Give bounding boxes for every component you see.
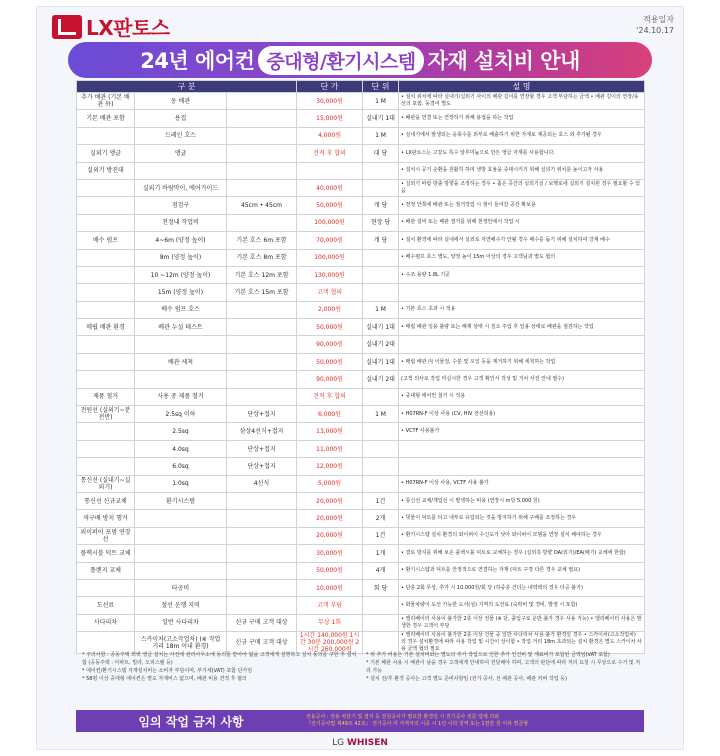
brand-logo <box>52 12 170 41</box>
row-spec <box>227 93 297 110</box>
row-spec: 삼상4선식+접지 <box>227 423 297 440</box>
row-spec <box>227 492 297 509</box>
lg-label: LG <box>332 738 345 748</box>
row-spec: 신규 구매 고객 대상 <box>227 614 297 631</box>
row-category <box>77 440 135 457</box>
row-item: 4~6m (양정 높이) <box>135 232 227 249</box>
row-price: 4,000원 <box>297 127 363 144</box>
row-item: 6.0sq <box>135 458 227 475</box>
row-category <box>77 301 135 318</box>
row-price: 50,000원 <box>297 319 363 336</box>
row-price: 90,000원 <box>297 371 363 388</box>
row-price: 90,000원 <box>297 336 363 353</box>
row-spec: 단상+접지 <box>227 458 297 475</box>
row-description: (고객 의사로 작업 미실시한 경우 고객 확인서 작성 및 기사 사전 안내 필수) <box>399 371 645 388</box>
row-unit: 1 M <box>363 127 399 144</box>
row-price: 100,000원 <box>297 249 363 266</box>
title-banner <box>68 42 652 78</box>
table-row <box>77 301 645 318</box>
row-price: 50,000원 <box>297 562 363 579</box>
row-category <box>77 127 135 144</box>
row-category: 전원선 (실외기~분전반) <box>77 406 135 423</box>
table-row <box>77 266 645 283</box>
row-description: • LX판토스는 고강도 특수 알루미늄으로 만든 앵글 자재를 사용합니다. <box>399 145 645 162</box>
row-unit <box>363 423 399 440</box>
row-unit <box>363 162 399 179</box>
note-item: * 주의사항 : 공동주택 외벽 앵글 설치는 사전에 관리사무소에 동의를 받아야 됨을 고객에게 설명하고 설치 동의를 구한 후 설치함 (공동주택 : 아파트, 빌라, 오피스텔 등) <box>82 652 357 666</box>
row-spec: 단상+접지 <box>227 440 297 457</box>
row-price: 30,000원 <box>297 545 363 562</box>
row-item: 8m (양정 높이) <box>135 249 227 266</box>
table-row <box>77 353 645 370</box>
table-header-row <box>77 81 645 93</box>
table-row <box>77 579 645 596</box>
row-description: • 엘리베이터 사용이 불가한 2층 이상 전물 (※ 단, 출입구로 운반 불가 경우 사용 가능) • 엘리베이터 사용은 발생한 경우 고객이 부담 <box>399 614 645 631</box>
row-unit: 2개 <box>363 510 399 527</box>
row-price: 10,000원 <box>297 579 363 596</box>
row-unit: 개 당 <box>363 232 399 249</box>
row-item: 사용 중 제품 철거 <box>135 388 227 405</box>
row-description: • 실내기에서 발생되는 응축수를 외부로 배출하기 위한 자재로 제공되는 호스 외 추가될 경우 <box>399 127 645 144</box>
row-unit <box>363 475 399 492</box>
row-spec <box>227 371 297 388</box>
row-price: 11,000원 <box>297 440 363 457</box>
row-item: 일반 사다리차 <box>135 614 227 631</box>
row-description: • H07RN-F 이상 사용, VCTF 사용 불가 <box>399 475 645 492</box>
row-description: • 매립 배관 內 이물질, 수분 및 오일 등을 제거하기 위해 세척하는 작업 <box>399 353 645 370</box>
row-price: 130,000원 <box>297 266 363 283</box>
row-spec <box>227 597 297 614</box>
table-row <box>77 545 645 562</box>
row-unit: 실내기 1대 <box>363 353 399 370</box>
row-spec <box>227 110 297 127</box>
row-spec: 기본 호스 12m 포함 <box>227 266 297 283</box>
row-description: • 화물차량이 도선 가능한 도서(섬) 지역의 도선료 (숙박비 및 경비, 발생 시 포함) <box>399 597 645 614</box>
row-category <box>77 579 135 596</box>
row-item: 동 배관 <box>135 93 227 110</box>
col-desc: 설 명 <box>399 81 645 93</box>
row-item: 1.0sq <box>135 475 227 492</box>
row-item: 용접 <box>135 110 227 127</box>
row-description: • H07RN-F 이상 사용 (CV, HIV 전선허용) <box>399 406 645 423</box>
row-spec: 단상+접지 <box>227 406 297 423</box>
notes-section <box>76 651 644 709</box>
table-row <box>77 179 645 196</box>
row-price: 70,000원 <box>297 232 363 249</box>
row-category <box>77 371 135 388</box>
note-item: * 설치 전/후 환경 공사는 고객 별도 준비사항임 (전기 공사, 선 배관 공사, 배관 커버 작업 등) <box>366 676 567 682</box>
row-spec: 기본 호스 6m 포함 <box>227 232 297 249</box>
row-category: 플랙시블 덕트 교체 <box>77 545 135 562</box>
row-spec <box>227 579 297 596</box>
row-item: 4.0sq <box>135 440 227 457</box>
title-right: 자재 설치비 안내 <box>427 49 580 73</box>
row-price: 1시간 140,000원 1시간 30분 200,000원 2시간 260,000원 <box>297 632 363 654</box>
row-price: 13,000원 <box>297 423 363 440</box>
row-item: 천정내 작업비 <box>135 214 227 231</box>
row-item <box>135 336 227 353</box>
row-unit <box>363 597 399 614</box>
bottom-brand <box>0 738 720 748</box>
row-category <box>77 423 135 440</box>
table-row <box>77 475 645 492</box>
row-unit: 대 당 <box>363 145 399 162</box>
row-item: 배관 누설 테스트 <box>135 319 227 336</box>
row-spec <box>227 336 297 353</box>
row-spec <box>227 301 297 318</box>
row-spec: 신규 구매 고객 대상 <box>227 632 297 654</box>
row-spec <box>227 214 297 231</box>
row-spec <box>227 353 297 370</box>
price-table <box>76 80 645 654</box>
row-description: • 빗물이 덕트를 타고 내부로 유입되는 것을 방지하기 위해 구배를 조정하는 경우 <box>399 510 645 527</box>
row-spec: 45cm • 45cm <box>227 197 297 214</box>
row-spec <box>227 510 297 527</box>
row-description: • 결로 방지를 위해 보온 플렉시블 덕트로 교체하는 경우 (실외측 방향 OA(외기)/EA(배기) 교체에 한함) <box>399 545 645 562</box>
row-unit <box>363 614 399 631</box>
row-item: 15m (양정 높이) <box>135 284 227 301</box>
row-price: 고객 협의 <box>297 284 363 301</box>
row-price: 20,000원 <box>297 492 363 509</box>
table-row <box>77 214 645 231</box>
row-description: • 중대형 에어컨 철거 시 적용 <box>399 388 645 405</box>
row-unit: 실내기 2대 <box>363 336 399 353</box>
row-description: • 엘리베이터 사용이 불가한 2층 이상 건물 중 일반 사다리차 사용 불가 환경일 경우 • 스카이차(고소작업차) 의 경우 설치환경에 따라 사용 작업 및 시간이 상이함 • 작업 거리 18m 초과되는 설치 환경은 별도 스카이차 사용 금액 협의 필요 <box>399 632 645 654</box>
table-row <box>77 319 645 336</box>
row-item: 10 ~12m (양정 높이) <box>135 266 227 283</box>
row-price: 50,000원 <box>297 353 363 370</box>
row-spec <box>227 319 297 336</box>
apply-date-value: '24.10.17 <box>636 26 674 35</box>
row-item: 환기시스템 <box>135 492 227 509</box>
row-unit: 1건 <box>363 527 399 544</box>
row-description: • 수조 용량 1.8L 기준 <box>399 266 645 283</box>
row-description: • 배수펌프 호스 별도, 양정 높이 15m 이상의 경우 고객님과 별도 협의 <box>399 249 645 266</box>
row-unit <box>363 249 399 266</box>
row-price: 5,000원 <box>297 475 363 492</box>
brand-name: LX판토스 <box>86 16 170 40</box>
row-item: 드레인 호스 <box>135 127 227 144</box>
notes-left <box>76 651 360 709</box>
table-row <box>77 406 645 423</box>
whisen-label: WHISEN <box>346 738 388 748</box>
table-row <box>77 197 645 214</box>
row-unit <box>363 440 399 457</box>
note-item: * 기본 배관 사용 시 배관이 남을 경우 고객에게 안내하여 전달해야 하며, 고객의 판단에 따라 처리 요청 시 무상으로 수거 및 처리 가능 <box>366 660 641 674</box>
row-spec <box>227 179 297 196</box>
row-price: 20,000원 <box>297 510 363 527</box>
row-description: • 설치 환경에 따라 실내에서 실외로 자연배수가 안될 경우 배수를 돕기 위해 설치하여 강제 배수 <box>399 232 645 249</box>
row-unit <box>363 266 399 283</box>
row-item <box>135 527 227 544</box>
row-category: 플렌지 교체 <box>77 562 135 579</box>
row-category: 도선료 <box>77 597 135 614</box>
table-row <box>77 336 645 353</box>
row-category <box>77 266 135 283</box>
title-pill: 중대형/환기시스템 <box>258 46 423 75</box>
row-description <box>399 284 645 301</box>
row-spec <box>227 162 297 179</box>
footer-fine-2: 『전기공사법 제49조 42조』 전기공사 미 자격자의 시공 시 1년 이하 징역 또는 1천만 원 이하 벌금형 <box>306 721 528 727</box>
row-spec: 기본 호스 8m 포함 <box>227 249 297 266</box>
col-category: 구 분 <box>77 81 297 93</box>
row-category: 기본 배관 포함 <box>77 110 135 127</box>
row-description: • 설치 위치에 따라 실내기/실외기 사이의 배관 길이를 연장할 경우 고객 부담하는 금액 • 배관 길이의 연장/동선의 포함, 동결여 별도 <box>399 93 645 110</box>
row-category: 통신선 (실내기~실외기) <box>77 475 135 492</box>
row-item <box>135 562 227 579</box>
row-price: 무상 1회 <box>297 614 363 631</box>
row-spec: 기본 호스 15m 포함 <box>227 284 297 301</box>
row-description: • 배관 설비 또는 배관 절거를 위해 천정안에서 작업 시 <box>399 214 645 231</box>
row-price: 15,000원 <box>297 110 363 127</box>
row-description: • 실외기 바람 방출 방향을 조정하는 경우 • 좁은 공간의 실외기실 / 보행로에 실외기 설치된 경우 필요할 수 있음 <box>399 179 645 196</box>
row-item: 앵글 <box>135 145 227 162</box>
row-description: • 단층 2회 무상, 추가 시 10,000원/회 당 (하중층 건더는 내력벽의 경우 타공 불가) <box>399 579 645 596</box>
footer-warning <box>76 710 644 732</box>
row-unit: 1 M <box>363 406 399 423</box>
row-item <box>135 371 227 388</box>
apply-date-label: 적용일자 <box>643 15 674 24</box>
row-unit: 실내기 1대 <box>363 319 399 336</box>
row-description: • 기본 호스 초과 시 적용 <box>399 301 645 318</box>
row-category: 통신선 신규교체 <box>77 492 135 509</box>
note-item: * 58평 이상 중대형 에어컨은 별도 자재비스 없으며, 배관 비용 견적 후 협의 <box>82 676 247 682</box>
row-price: 100,000원 <box>297 214 363 231</box>
row-description: • 매립 배관 일용 불량 또는 해제 상태 시 질소 주입 후 일용 상태로 배관을 점검하는 작업 <box>399 319 645 336</box>
row-unit <box>363 179 399 196</box>
row-category <box>77 284 135 301</box>
row-unit: 현장 당 <box>363 214 399 231</box>
row-unit: 실내기 1대 <box>363 110 399 127</box>
table-row <box>77 93 645 110</box>
lx-logo-icon <box>52 15 82 39</box>
row-unit: 1 M <box>363 93 399 110</box>
title-left: 24년 에어컨 <box>140 49 255 73</box>
row-category: 추가 배관 (기본 배관 外) <box>77 93 135 110</box>
footer-fine-print <box>306 714 644 728</box>
row-category: 실외기 방진대 <box>77 162 135 179</box>
row-category: 역구배 방지 행거 <box>77 510 135 527</box>
table-row <box>77 562 645 579</box>
row-category: 사다리차 <box>77 614 135 631</box>
row-description: • 환기시스템 설치 환경의 와이퍼이 수신도가 낮아 와이퍼이 모뎀을 연장 설치 해야하는 경우 <box>399 527 645 544</box>
row-price: 고객 부담 <box>297 597 363 614</box>
row-item: 타공비 <box>135 579 227 596</box>
row-category <box>77 458 135 475</box>
table-row <box>77 232 645 249</box>
row-unit: 개 당 <box>363 197 399 214</box>
row-price: 40,000원 <box>297 179 363 196</box>
table-row <box>77 423 645 440</box>
table-row <box>77 458 645 475</box>
table-row <box>77 284 645 301</box>
table-row <box>77 127 645 144</box>
row-unit: 1개 <box>363 545 399 562</box>
note-item: * 에어컨/환기시스템 자재설치비는 소비자 부담이며, 부가세(VAT) 포함 단가임 <box>82 668 253 674</box>
row-spec <box>227 527 297 544</box>
row-item <box>135 510 227 527</box>
row-description: • 천정 안쪽에 배관 또는 점거작업 시 점이 들어갈 공간 확보용 <box>399 197 645 214</box>
row-description: • 환기시스템과 덕트를 안정적으로 연결하는 자재 (덕트 구경 다른 경우 교체 필요) <box>399 562 645 579</box>
row-category <box>77 249 135 266</box>
col-price: 단 가 <box>297 81 363 93</box>
row-category <box>77 197 135 214</box>
row-category: 매립 배관 환경 <box>77 319 135 336</box>
row-unit: 1건 <box>363 492 399 509</box>
row-item: 배수 펌프 호스 <box>135 301 227 318</box>
row-spec <box>227 127 297 144</box>
table-row <box>77 440 645 457</box>
apply-date-block <box>636 14 674 36</box>
row-description: • 통신선 교체/재입선 시 발생하는 비용 (연장시 m당 5,000 원) <box>399 492 645 509</box>
row-item <box>135 162 227 179</box>
row-price: 50,000원 <box>297 197 363 214</box>
row-item: 2.5sq 이하 <box>135 406 227 423</box>
row-price: 견적 후 합의 <box>297 145 363 162</box>
row-category: 배수 펌프 <box>77 232 135 249</box>
table-row <box>77 388 645 405</box>
note-item: * 위 추가 비용은 기본 설치비와는 별도의 추가 작업으로 인한 추가 인건비 및 재료비가 포함된 금액임(VAT 포함) <box>366 652 610 658</box>
row-unit: 1 M <box>363 301 399 318</box>
col-unit: 단 위 <box>363 81 399 93</box>
table-row <box>77 510 645 527</box>
row-unit: 4개 <box>363 562 399 579</box>
row-description <box>399 458 645 475</box>
row-spec: 4선식 <box>227 475 297 492</box>
footer-fine-1: 전용공사 : 전용 차단기 및 접지 등 전원공사가 필요한 환경일 시 전기공사 전문 업체 의뢰 <box>306 714 499 720</box>
row-unit <box>363 284 399 301</box>
row-description: • 배관을 연결 또는 연장하기 위해 용접을 하는 작업 <box>399 110 645 127</box>
row-item <box>135 545 227 562</box>
row-price: 6,000원 <box>297 406 363 423</box>
notes-right <box>360 651 644 709</box>
row-price <box>297 162 363 179</box>
row-spec <box>227 545 297 562</box>
row-category <box>77 214 135 231</box>
footer-ban-title: 임의 작업 금지 사항 <box>138 714 244 729</box>
row-price: 30,000원 <box>297 93 363 110</box>
row-category: 제품 철거 <box>77 388 135 405</box>
row-unit <box>363 458 399 475</box>
row-item: 2.5sq <box>135 423 227 440</box>
table-row <box>77 614 645 631</box>
row-price: 12,000원 <box>297 458 363 475</box>
row-description: • VCTF 사용불가 <box>399 423 645 440</box>
row-item: 철선 운행 지역 <box>135 597 227 614</box>
row-category: 외이퍼이 포멈 연장선 <box>77 527 135 544</box>
row-item: 실외기 바람막이, 에어가이드 <box>135 179 227 196</box>
row-spec <box>227 562 297 579</box>
row-item: 배관 세척 <box>135 353 227 370</box>
row-price: 20,000원 <box>297 527 363 544</box>
table-row <box>77 597 645 614</box>
row-category <box>77 179 135 196</box>
table-row <box>77 492 645 509</box>
table-row <box>77 145 645 162</box>
row-unit: 실내기 2대 <box>363 371 399 388</box>
row-item: 점검구 <box>135 197 227 214</box>
row-spec <box>227 388 297 405</box>
table-row <box>77 162 645 179</box>
row-spec <box>227 145 297 162</box>
row-category <box>77 353 135 370</box>
row-description <box>399 440 645 457</box>
table-row <box>77 527 645 544</box>
table-row <box>77 110 645 127</box>
table-row <box>77 249 645 266</box>
row-unit: 회 당 <box>363 579 399 596</box>
row-item: 스카이차(고소작업차) (※ 작업 거리 18m 이내 환경) <box>135 632 227 654</box>
row-category: 실외기 앵글 <box>77 145 135 162</box>
row-description: • 설치시 공기 순환을 원활히 하여 냉방 효율을 증대시키기 위해 실외기 위치를 높이고자 사용 <box>399 162 645 179</box>
row-category <box>77 336 135 353</box>
table-row <box>77 371 645 388</box>
row-price: 2,000원 <box>297 301 363 318</box>
row-price: 견적 후 합의 <box>297 388 363 405</box>
row-description <box>399 336 645 353</box>
row-unit <box>363 388 399 405</box>
